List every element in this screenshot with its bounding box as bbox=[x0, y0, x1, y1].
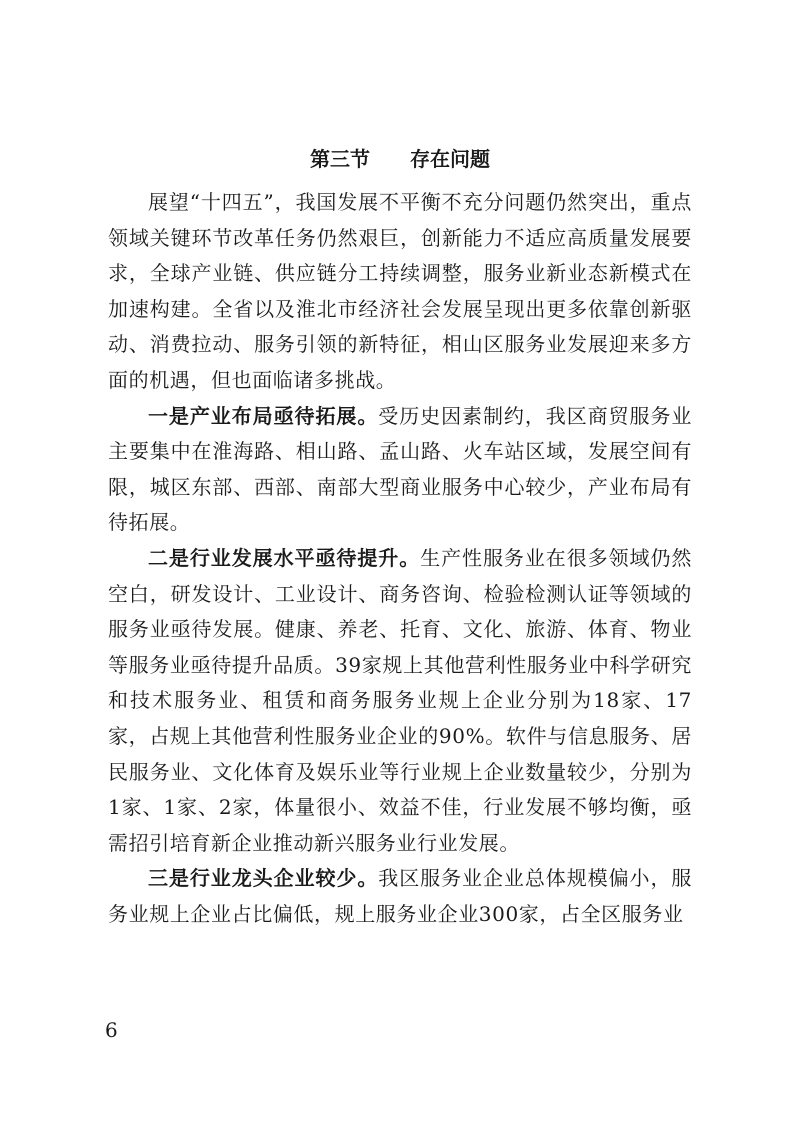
paragraph-leading-enterprises bbox=[108, 861, 692, 932]
paragraph-text: 展望“十四五”，我国发展不平衡不充分问题仍然突出，重点领域关键环节改革任务仍然艰巨，创新能力不适应高质量发展要求，全球产业链、供应链分工持续调整，服务业新业态新模式在加速构建。全省以及淮北市经济社会发展呈现出更多依靠创新驱动、消费拉动、服务引领的新特征，相山区服务业发展迎来多方面的机遇，但也面临诸多挑战。 bbox=[108, 190, 692, 392]
paragraph-text: 受历史因素制约，我区商贸服务业主要集中在淮海路、相山路、孟山路、火车站区域，发展空间有限，城区东部、西部、南部大型商业服务中心较少，产业布局有待拓展。 bbox=[108, 403, 692, 535]
section-title: 第三节 存在问题 bbox=[310, 147, 490, 171]
paragraph-lead: 三是行业龙头企业较少。 bbox=[148, 866, 379, 891]
paragraph-lead: 一是产业布局亟待拓展。 bbox=[148, 403, 379, 428]
paragraph-industry-layout bbox=[108, 399, 692, 541]
paragraph-text: 生产性服务业在很多领域仍然空白，研发设计、工业设计、商务咨询、检验检测认证等领域的服务业亟待发展。健康、养老、托育、文化、旅游、体育、物业等服务业亟待提升品质。39家规上其他营利性服务业中科学研究和技术服务业、租赁和商务服务业规上企业分别为18家、17家，占规上其他营利性服务业企业的90%。软件与信息服务、居民服务业、文化体育及娱乐业等行业规上企业数量较少，分别为1家、1家、2家，体量很小、效益不佳，行业发展不够均衡，亟需招引培育新企业推动新兴服务业行业发展。 bbox=[108, 545, 692, 855]
page-number: 6 bbox=[105, 1018, 118, 1042]
paragraph-intro bbox=[108, 185, 692, 399]
paragraph-text: 我区服务业企业总体规模偏小，服务业规上企业占比偏低，规上服务业企业300家，占全区服务业 bbox=[108, 866, 692, 926]
paragraph-industry-level bbox=[108, 541, 692, 861]
body-text bbox=[108, 185, 692, 932]
paragraph-lead: 二是行业发展水平亟待提升。 bbox=[148, 545, 421, 570]
